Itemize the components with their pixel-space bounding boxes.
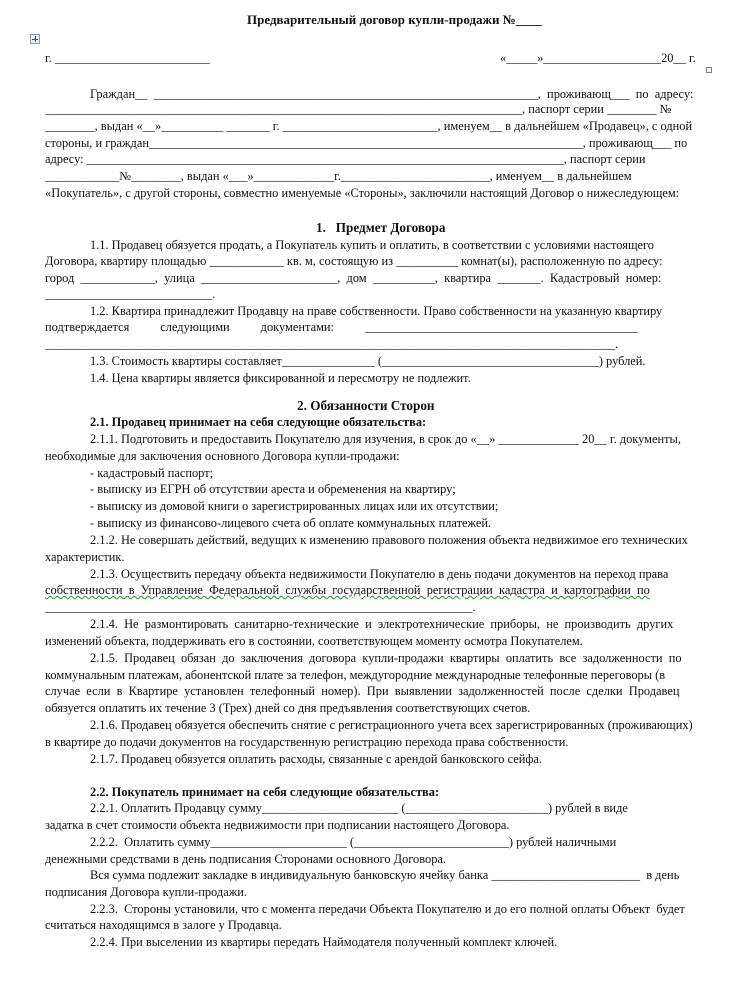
section-2-1-line: характеристик. <box>45 550 125 564</box>
preamble-line: Граждан__ ______________________________________________________________, проживающ___ по адресу: <box>90 87 694 101</box>
section-1-line: город ____________, улица ______________________, дом __________, квартира _______. Кадастровый номер: <box>45 271 662 285</box>
section-1-line: ___________________________. <box>45 287 216 301</box>
section-2-2-line: подписания Договора купли-продажи. <box>45 885 247 899</box>
section-1-heading: 1. Предмет Договора <box>316 220 446 235</box>
section-2-1-line: в квартире до подачи документов на государственную регистрацию перехода права собственности. <box>45 735 569 749</box>
section-1-line: Договора, квартиру площадью ____________ кв. м, состоящую из __________ комнат(ы), расположенную по адресу: <box>45 254 663 268</box>
section-2-1-line: 2.1.4. Не размонтировать санитарно-технические и электротехнические приборы, не производить других <box>90 617 674 631</box>
subsection-2-2-heading: 2.2. Покупатель принимает на себя следующие обязательства: <box>90 785 440 799</box>
section-1-line: 1.2. Квартира принадлежит Продавцу на праве собственности. Право собственности на указанную квартиру <box>90 304 663 318</box>
section-2-1-line: 2.1.5. Продавец обязан до заключения договора купли-продажи квартиры оплатить все задолженности по <box>90 651 682 665</box>
section-2-1-line: необходимые для заключения основного Договора купли-продажи: <box>45 449 400 463</box>
section-2-2-line: денежными средствами в день подписания Сторонами основного Договора. <box>45 852 446 866</box>
section-2-2-line: считаться находящимся в залоге у Продавца. <box>45 918 282 932</box>
document-title: Предварительный договор купли-продажи №____ <box>247 12 542 27</box>
preamble-line: адресу: _____________________________________________________________________________, паспорт серии <box>45 152 646 166</box>
section-1-line: 1.1. Продавец обязуется продать, а Покупатель купить и оплатить, в соответствии с условиями настоящего <box>90 238 654 252</box>
section-2-1-line: 2.1.2. Не совершать действий, ведущих к изменению правового положения объекта недвижимое его технических <box>90 533 688 547</box>
section-2-1-line: собственности в Управление Федеральной службы государственной регистрации кадастра и картографии по <box>45 583 650 597</box>
table-move-handle-icon[interactable] <box>30 34 40 44</box>
section-2-1-line: - выписку из домовой книги о зарегистрированных лицах или их отсутствии; <box>90 499 499 513</box>
preamble-line: «Покупатель», с другой стороны, совместно именуемые «Стороны», заключили настоящий Договор о нижеследующем: <box>45 186 680 200</box>
section-2-1-line: 2.1.3. Осуществить передачу объекта недвижимости Покупателю в день подачи документов на переход права <box>90 567 669 581</box>
section-2-1-line: - выписку из ЕГРН об отсутствии ареста и обременения на квартиру; <box>90 482 456 496</box>
section-2-1-line: _____________________________________________________________________. <box>45 600 476 614</box>
preamble-line: стороны, и граждан______________________________________________________________________, проживающ___ по <box>45 136 688 150</box>
preamble-line: ____________№________, выдан «___»_____________г.________________________, именуем__ в дальнейшем <box>45 169 632 183</box>
section-2-1-line: 2.1.1. Подготовить и предоставить Покупателю для изучения, в срок до «__» _____________ 20__ г. документы, <box>90 432 681 446</box>
section-2-2-line: задатка в счет стоимости объекта недвижимости при подписании настоящего Договора. <box>45 818 510 832</box>
section-2-2-line: 2.2.3. Стороны установили, что с момента передачи Объекта Покупателю и до его полной оплаты Объект будет <box>90 902 685 916</box>
section-1-line: подтверждается следующими документами: ____________________________________________ <box>45 320 638 334</box>
section-2-1-line: коммунальным платежам, абонентской плате за телефон, междугородние международные телефонные переговоры (в <box>45 668 666 682</box>
section-2-2-line: Вся сумма подлежит закладке в индивидуальную банковскую ячейку банка ________________________ в день <box>90 868 680 882</box>
date-field: «_____»___________________20__ г. <box>500 51 696 65</box>
preamble-line: ________, выдан «__»__________ _______ г. _________________________, именуем__ в дальнейшем «Продавец», с одной <box>45 119 693 133</box>
section-1-line: 1.3. Стоимость квартиры составляет_______________ (___________________________________) рублей. <box>90 354 646 368</box>
section-1-line: ____________________________________________________________________________________________. <box>45 337 619 351</box>
section-2-1-line: случае если в Квартире установлен телефонный номер). При выявлении задолженностей после сделки Продавец <box>45 684 680 698</box>
section-2-1-line: 2.1.7. Продавец обязуется оплатить расходы, связанные с арендой банковского сейфа. <box>90 752 542 766</box>
section-2-1-line: - выписку из финансово-лицевого счета об оплате коммунальных платежей. <box>90 516 492 530</box>
section-2-2-line: 2.2.1. Оплатить Продавцу сумму______________________ (_______________________) рублей в виде <box>90 801 628 815</box>
table-resize-handle-icon[interactable] <box>706 67 712 73</box>
section-2-1-line: 2.1.6. Продавец обязуется обеспечить снятие с регистрационного учета всех зарегистрированных (проживающих) <box>90 718 693 732</box>
section-2-2-line: 2.2.4. При выселении из квартиры передать Наймодателя полученный комплект ключей. <box>90 935 558 949</box>
section-1-line: 1.4. Цена квартиры является фиксированной и пересмотру не подлежит. <box>90 371 471 385</box>
section-2-1-line: изменений объекта, поддерживать его в состоянии, соответствующем моменту осмотра Покупателем. <box>45 634 583 648</box>
preamble-line: _____________________________________________________________________________, паспорт серии ________ № <box>45 102 672 116</box>
subsection-2-1-heading: 2.1. Продавец принимает на себя следующие обязательства: <box>90 415 427 429</box>
city-field: г. _________________________ <box>45 51 210 65</box>
section-2-1-line: - кадастровый паспорт; <box>90 466 214 480</box>
section-2-heading: 2. Обязанности Сторон <box>297 398 435 413</box>
section-2-1-line: обязуется оплатить их течение 3 (Трех) дней со дня предъявления соответствующих счетов. <box>45 701 531 715</box>
section-2-2-line: 2.2.2. Оплатить сумму______________________ (_________________________) рублей наличными <box>90 835 617 849</box>
